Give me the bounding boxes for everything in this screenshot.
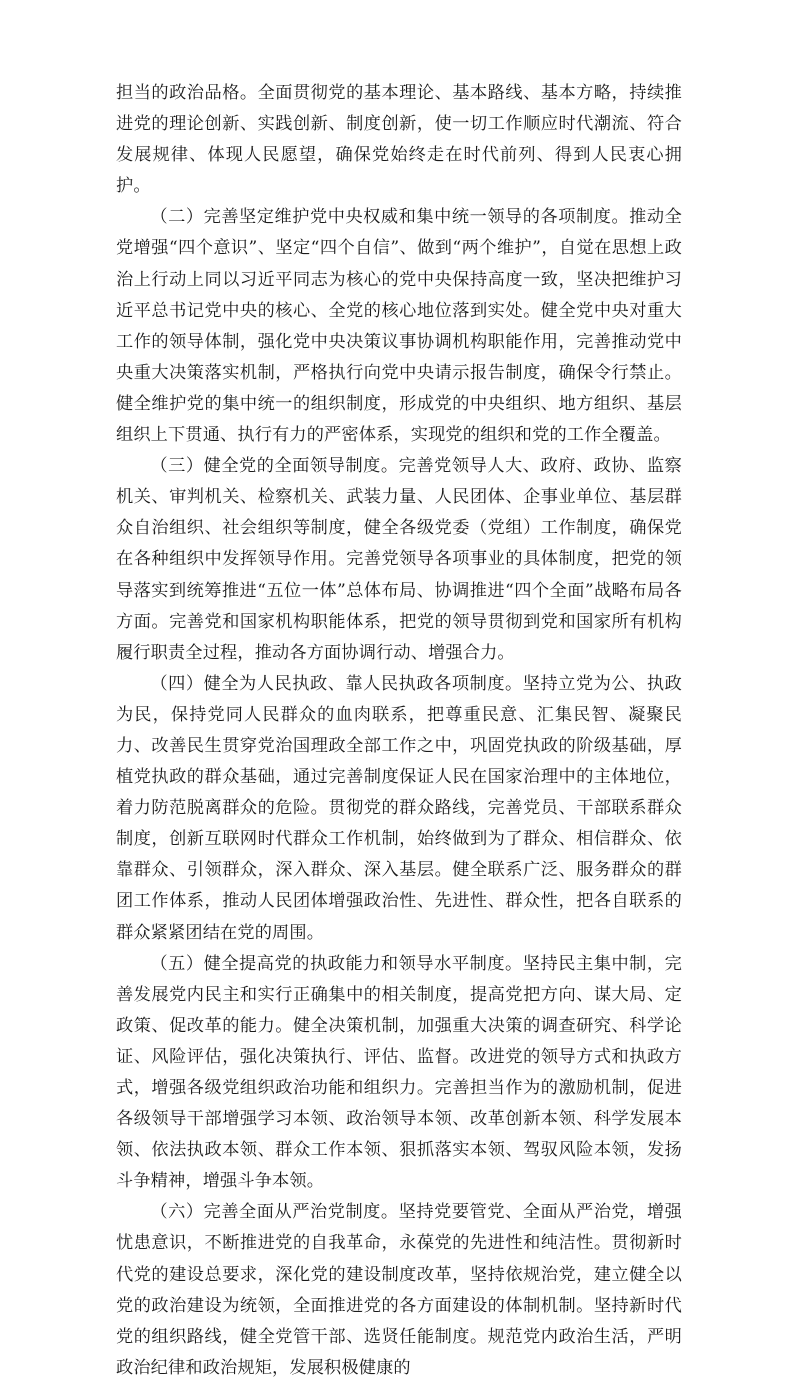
paragraph-continuation: 担当的政治品格。全面贯彻党的基本理论、基本路线、基本方略，持续推进党的理论创新、实践创新、制度创新，使一切工作顺应时代潮流、符合发展规律、体现人民愿望，确保党始终走在时代前列、得到人民衷心拥护。 — [116, 83, 682, 197]
paragraph-section-2: （二）完善坚定维护党中央权威和集中统一领导的各项制度。推动全党增强“四个意识”、坚定“四个自信”、做到“两个维护”，自觉在思想上政治上行动上同以习近平同志为核心的党中央保持高度一致，坚决把维护习近平总书记党中央的核心、全党的核心地位落到实处。健全党中央对重大工作的领导体制，强化党中央决策议事协调机构职能作用，完善推动党中央重大决策落实机制，严格执行向党中央请示报告制度，确保令行禁止。健全维护党的集中统一的组织制度，形成党的中央组织、地方组织、基层组织上下贯通、执行有力的严密体系，实现党的组织和党的工作全覆盖。 — [116, 207, 682, 446]
paragraph-section-3: （三）健全党的全面领导制度。完善党领导人大、政府、政协、监察机关、审判机关、检察机关、武装力量、人民团体、企事业单位、基层群众自治组织、社会组织等制度，健全各级党委（党组）工作制度，确保党在各种组织中发挥领导作用。完善党领导各项事业的具体制度，把党的领导落实到统筹推进“五位一体”总体布局、协调推进“四个全面”战略布局各方面。完善党和国家机构职能体系，把党的领导贯彻到党和国家所有机构履行职责全过程，推动各方面协调行动、增强合力。 — [116, 456, 682, 663]
paragraph-section-4: （四）健全为人民执政、靠人民执政各项制度。坚持立党为公、执政为民，保持党同人民群众的血肉联系，把尊重民意、汇集民智、凝聚民力、改善民生贯穿党治国理政全部工作之中，巩固党执政的阶级基础，厚植党执政的群众基础，通过完善制度保证人民在国家治理中的主体地位，着力防范脱离群众的危险。贯彻党的群众路线，完善党员、干部联系群众制度，创新互联网时代群众工作机制，始终做到为了群众、相信群众、依靠群众、引领群众，深入群众、深入基层。健全联系广泛、服务群众的群团工作体系，推动人民团体增强政治性、先进性、群众性，把各自联系的群众紧紧团结在党的周围。 — [116, 673, 682, 943]
document-body — [116, 78, 682, 1384]
paragraph-section-5: （五）健全提高党的执政能力和领导水平制度。坚持民主集中制，完善发展党内民主和实行正确集中的相关制度，提高党把方向、谋大局、定政策、促改革的能力。健全决策机制，加强重大决策的调查研究、科学论证、风险评估，强化决策执行、评估、监督。改进党的领导方式和执政方式，增强各级党组织政治功能和组织力。完善担当作为的激励机制，促进各级领导干部增强学习本领、政治领导本领、改革创新本领、科学发展本领、依法执政本领、群众工作本领、狠抓落实本领、驾驭风险本领，发扬斗争精神，增强斗争本领。 — [116, 953, 682, 1192]
paragraph-section-6: （六）完善全面从严治党制度。坚持党要管党、全面从严治党，增强忧患意识，不断推进党的自我革命，永葆党的先进性和纯洁性。贯彻新时代党的建设总要求，深化党的建设制度改革，坚持依规治党，建立健全以党的政治建设为统领，全面推进党的各方面建设的体制机制。坚持新时代党的组织路线，健全党管干部、选贤任能制度。规范党内政治生活，严明政治纪律和政治规矩，发展积极健康的 — [116, 1202, 682, 1378]
